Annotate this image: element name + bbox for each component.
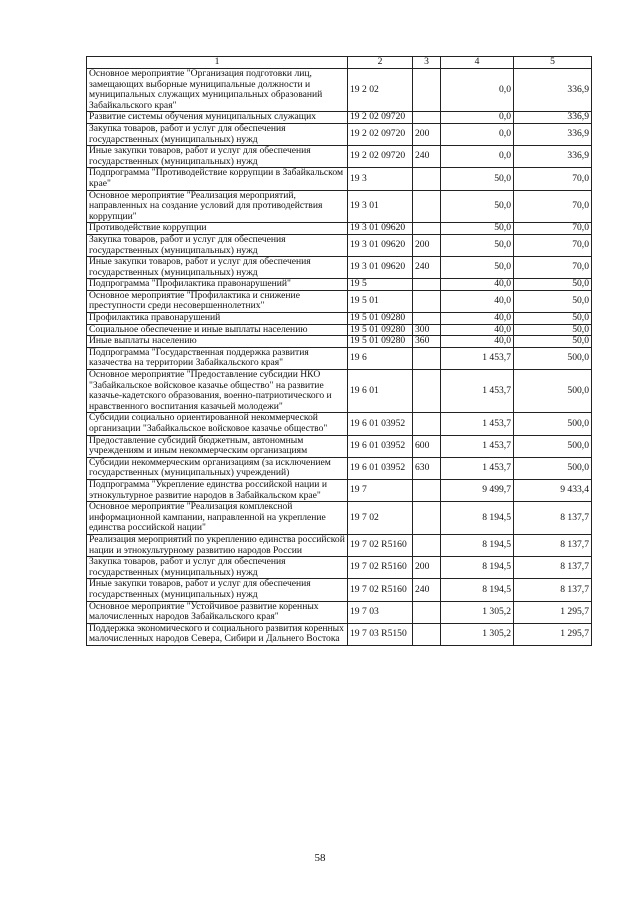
row-expense-type-cell: 240 (413, 579, 441, 601)
row-name-cell: Иные выплаты населению (87, 336, 348, 348)
row-name-cell: Субсидии социально ориентированной некоммерческой организации "Забайкальское войсковое казачье общество" (87, 413, 348, 435)
column-header: 3 (413, 57, 441, 69)
row-name-cell: Подпрограмма "Противодействие коррупции в Забайкальском крае" (87, 168, 348, 190)
table-row (87, 336, 592, 348)
row-code-cell: 19 5 (348, 279, 413, 291)
row-value-2019-cell: 8 194,5 (441, 534, 514, 556)
row-value-2019-cell: 1 453,7 (441, 413, 514, 435)
row-name-cell: Развитие системы обучения муниципальных служащих (87, 112, 348, 124)
row-value-2020-cell: 70,0 (514, 257, 592, 279)
row-name-cell: Основное мероприятие "Устойчивое развитие коренных малочисленных народов Забайкальского края" (87, 601, 348, 623)
table-row (87, 257, 592, 279)
row-expense-type-cell (413, 623, 441, 645)
row-expense-type-cell (413, 313, 441, 325)
budget-table (86, 56, 592, 646)
row-value-2020-cell: 50,0 (514, 290, 592, 312)
column-header: 2 (348, 57, 413, 69)
row-value-2020-cell: 1 295,7 (514, 601, 592, 623)
table-row (87, 534, 592, 556)
row-value-2019-cell: 50,0 (441, 257, 514, 279)
table-row (87, 146, 592, 168)
row-code-cell: 19 7 02 (348, 502, 413, 535)
row-value-2019-cell: 0,0 (441, 112, 514, 124)
row-code-cell: 19 2 02 09720 (348, 146, 413, 168)
row-expense-type-cell: 200 (413, 234, 441, 256)
row-value-2019-cell: 40,0 (441, 313, 514, 325)
row-code-cell: 19 7 03 R5150 (348, 623, 413, 645)
table-row (87, 370, 592, 413)
row-expense-type-cell (413, 223, 441, 235)
row-value-2020-cell: 500,0 (514, 457, 592, 479)
row-code-cell: 19 3 01 09620 (348, 234, 413, 256)
row-value-2020-cell: 500,0 (514, 370, 592, 413)
row-name-cell: Субсидии некоммерческим организациям (за исключением государственных (муниципальных) учреждений) (87, 457, 348, 479)
row-value-2019-cell: 8 194,5 (441, 502, 514, 535)
row-value-2019-cell: 40,0 (441, 336, 514, 348)
row-code-cell: 19 6 01 03952 (348, 435, 413, 457)
row-value-2020-cell: 336,9 (514, 146, 592, 168)
row-value-2020-cell: 50,0 (514, 336, 592, 348)
row-value-2019-cell: 8 194,5 (441, 557, 514, 579)
row-code-cell: 19 7 02 R5160 (348, 534, 413, 556)
row-expense-type-cell (413, 69, 441, 112)
row-code-cell: 19 3 01 (348, 190, 413, 223)
column-header: 5 (514, 57, 592, 69)
table-row (87, 112, 592, 124)
row-expense-type-cell (413, 112, 441, 124)
row-name-cell: Подпрограмма "Профилактика правонарушений" (87, 279, 348, 291)
row-code-cell: 19 6 01 03952 (348, 457, 413, 479)
table-row (87, 435, 592, 457)
table-row (87, 168, 592, 190)
row-value-2020-cell: 8 137,7 (514, 502, 592, 535)
row-value-2019-cell: 50,0 (441, 168, 514, 190)
row-name-cell: Иные закупки товаров, работ и услуг для обеспечения государственных (муниципальных) нужд (87, 146, 348, 168)
table-row (87, 557, 592, 579)
row-expense-type-cell: 300 (413, 324, 441, 336)
row-name-cell: Поддержка экономического и социального развития коренных малочисленных народов Севера, Сибири и Дальнего Востока (87, 623, 348, 645)
row-name-cell: Подпрограмма "Государственная поддержка развития казачества на территории Забайкальского края" (87, 347, 348, 369)
row-value-2020-cell: 1 295,7 (514, 623, 592, 645)
table-row (87, 190, 592, 223)
row-expense-type-cell: 200 (413, 123, 441, 145)
table-row (87, 290, 592, 312)
row-code-cell: 19 7 02 R5160 (348, 557, 413, 579)
row-expense-type-cell (413, 290, 441, 312)
row-value-2019-cell: 9 499,7 (441, 479, 514, 501)
row-code-cell: 19 3 01 09620 (348, 257, 413, 279)
row-value-2019-cell: 50,0 (441, 190, 514, 223)
row-name-cell: Противодействие коррупции (87, 223, 348, 235)
row-code-cell: 19 6 01 (348, 370, 413, 413)
row-code-cell: 19 5 01 09280 (348, 313, 413, 325)
row-code-cell: 19 6 01 03952 (348, 413, 413, 435)
row-expense-type-cell: 360 (413, 336, 441, 348)
row-expense-type-cell (413, 479, 441, 501)
row-expense-type-cell: 240 (413, 146, 441, 168)
row-code-cell: 19 2 02 (348, 69, 413, 112)
row-name-cell: Иные закупки товаров, работ и услуг для обеспечения государственных (муниципальных) нужд (87, 257, 348, 279)
table-row (87, 313, 592, 325)
row-value-2020-cell: 50,0 (514, 279, 592, 291)
row-value-2020-cell: 500,0 (514, 435, 592, 457)
table-row (87, 601, 592, 623)
row-code-cell: 19 6 (348, 347, 413, 369)
row-expense-type-cell (413, 190, 441, 223)
row-code-cell: 19 7 03 (348, 601, 413, 623)
page-number: 58 (314, 852, 326, 864)
row-name-cell: Основное мероприятие "Предоставление субсидии НКО "Забайкальское войсковое казачье общество" на развитие казачье-кадетского образования, военно-патриотического и нравственного воспитания казачьей молодежи" (87, 370, 348, 413)
row-name-cell: Основное мероприятие "Реализация комплексной информационной кампании, направленной на укрепление единства российской нации" (87, 502, 348, 535)
row-value-2019-cell: 1 453,7 (441, 435, 514, 457)
table-row (87, 479, 592, 501)
row-code-cell: 19 7 02 R5160 (348, 579, 413, 601)
row-name-cell: Иные закупки товаров, работ и услуг для обеспечения государственных (муниципальных) нужд (87, 579, 348, 601)
row-value-2020-cell: 70,0 (514, 223, 592, 235)
row-value-2020-cell: 336,9 (514, 69, 592, 112)
row-value-2020-cell: 8 137,7 (514, 534, 592, 556)
table-row (87, 324, 592, 336)
row-name-cell: Закупка товаров, работ и услуг для обеспечения государственных (муниципальных) нужд (87, 123, 348, 145)
row-value-2020-cell: 500,0 (514, 413, 592, 435)
row-expense-type-cell (413, 413, 441, 435)
row-name-cell: Закупка товаров, работ и услуг для обеспечения государственных (муниципальных) нужд (87, 557, 348, 579)
row-value-2020-cell: 50,0 (514, 324, 592, 336)
row-code-cell: 19 5 01 09280 (348, 324, 413, 336)
row-expense-type-cell (413, 502, 441, 535)
row-value-2020-cell: 70,0 (514, 190, 592, 223)
row-name-cell: Реализация мероприятий по укреплению единства российской нации и этнокультурному развитию народов России (87, 534, 348, 556)
row-value-2019-cell: 0,0 (441, 69, 514, 112)
row-name-cell: Социальное обеспечение и иные выплаты населению (87, 324, 348, 336)
row-value-2019-cell: 50,0 (441, 223, 514, 235)
row-value-2019-cell: 40,0 (441, 324, 514, 336)
row-value-2019-cell: 0,0 (441, 146, 514, 168)
row-name-cell: Предоставление субсидий бюджетным, автономным учреждениям и иным некоммерческим организациям (87, 435, 348, 457)
row-expense-type-cell (413, 370, 441, 413)
table-row (87, 234, 592, 256)
table-row (87, 413, 592, 435)
row-value-2019-cell: 1 305,2 (441, 623, 514, 645)
row-expense-type-cell (413, 168, 441, 190)
row-name-cell: Основное мероприятие "Реализация мероприятий, направленных на создание условий для противодействия коррупции" (87, 190, 348, 223)
row-value-2019-cell: 50,0 (441, 234, 514, 256)
row-name-cell: Подпрограмма "Укрепление единства российской нации и этнокультурное развитие народов в Забайкальском крае" (87, 479, 348, 501)
row-value-2020-cell: 8 137,7 (514, 557, 592, 579)
table-row (87, 457, 592, 479)
row-value-2019-cell: 1 453,7 (441, 457, 514, 479)
row-value-2019-cell: 1 453,7 (441, 347, 514, 369)
row-code-cell: 19 2 02 09720 (348, 112, 413, 124)
row-expense-type-cell (413, 534, 441, 556)
row-value-2020-cell: 70,0 (514, 168, 592, 190)
column-header: 4 (441, 57, 514, 69)
table-row (87, 69, 592, 112)
table-header-row (87, 57, 592, 69)
table-row (87, 279, 592, 291)
row-value-2019-cell: 0,0 (441, 123, 514, 145)
row-name-cell: Закупка товаров, работ и услуг для обеспечения государственных (муниципальных) нужд (87, 234, 348, 256)
row-code-cell: 19 7 (348, 479, 413, 501)
row-expense-type-cell (413, 601, 441, 623)
row-value-2020-cell: 50,0 (514, 313, 592, 325)
row-expense-type-cell (413, 347, 441, 369)
table-row (87, 223, 592, 235)
row-code-cell: 19 5 01 09280 (348, 336, 413, 348)
row-name-cell: Профилактика правонарушений (87, 313, 348, 325)
row-value-2020-cell: 70,0 (514, 234, 592, 256)
table-row (87, 623, 592, 645)
table-row (87, 123, 592, 145)
row-value-2020-cell: 336,9 (514, 112, 592, 124)
row-value-2019-cell: 40,0 (441, 290, 514, 312)
row-code-cell: 19 5 01 (348, 290, 413, 312)
table-row (87, 502, 592, 535)
row-name-cell: Основное мероприятие "Организация подготовки лиц, замещающих выборные муниципальные должности и муниципальных служащих муниципальных образований Забайкальского края" (87, 69, 348, 112)
row-name-cell: Основное мероприятие "Профилактика и снижение преступности среди несовершеннолетних" (87, 290, 348, 312)
row-value-2019-cell: 8 194,5 (441, 579, 514, 601)
row-expense-type-cell: 630 (413, 457, 441, 479)
column-header: 1 (87, 57, 348, 69)
table-row (87, 579, 592, 601)
row-value-2019-cell: 1 453,7 (441, 370, 514, 413)
row-expense-type-cell: 240 (413, 257, 441, 279)
table-row (87, 347, 592, 369)
row-value-2020-cell: 9 433,4 (514, 479, 592, 501)
row-value-2020-cell: 336,9 (514, 123, 592, 145)
row-code-cell: 19 3 01 09620 (348, 223, 413, 235)
row-expense-type-cell: 200 (413, 557, 441, 579)
row-value-2019-cell: 40,0 (441, 279, 514, 291)
row-expense-type-cell (413, 279, 441, 291)
row-expense-type-cell: 600 (413, 435, 441, 457)
row-code-cell: 19 3 (348, 168, 413, 190)
row-value-2019-cell: 1 305,2 (441, 601, 514, 623)
row-value-2020-cell: 500,0 (514, 347, 592, 369)
row-code-cell: 19 2 02 09720 (348, 123, 413, 145)
row-value-2020-cell: 8 137,7 (514, 579, 592, 601)
